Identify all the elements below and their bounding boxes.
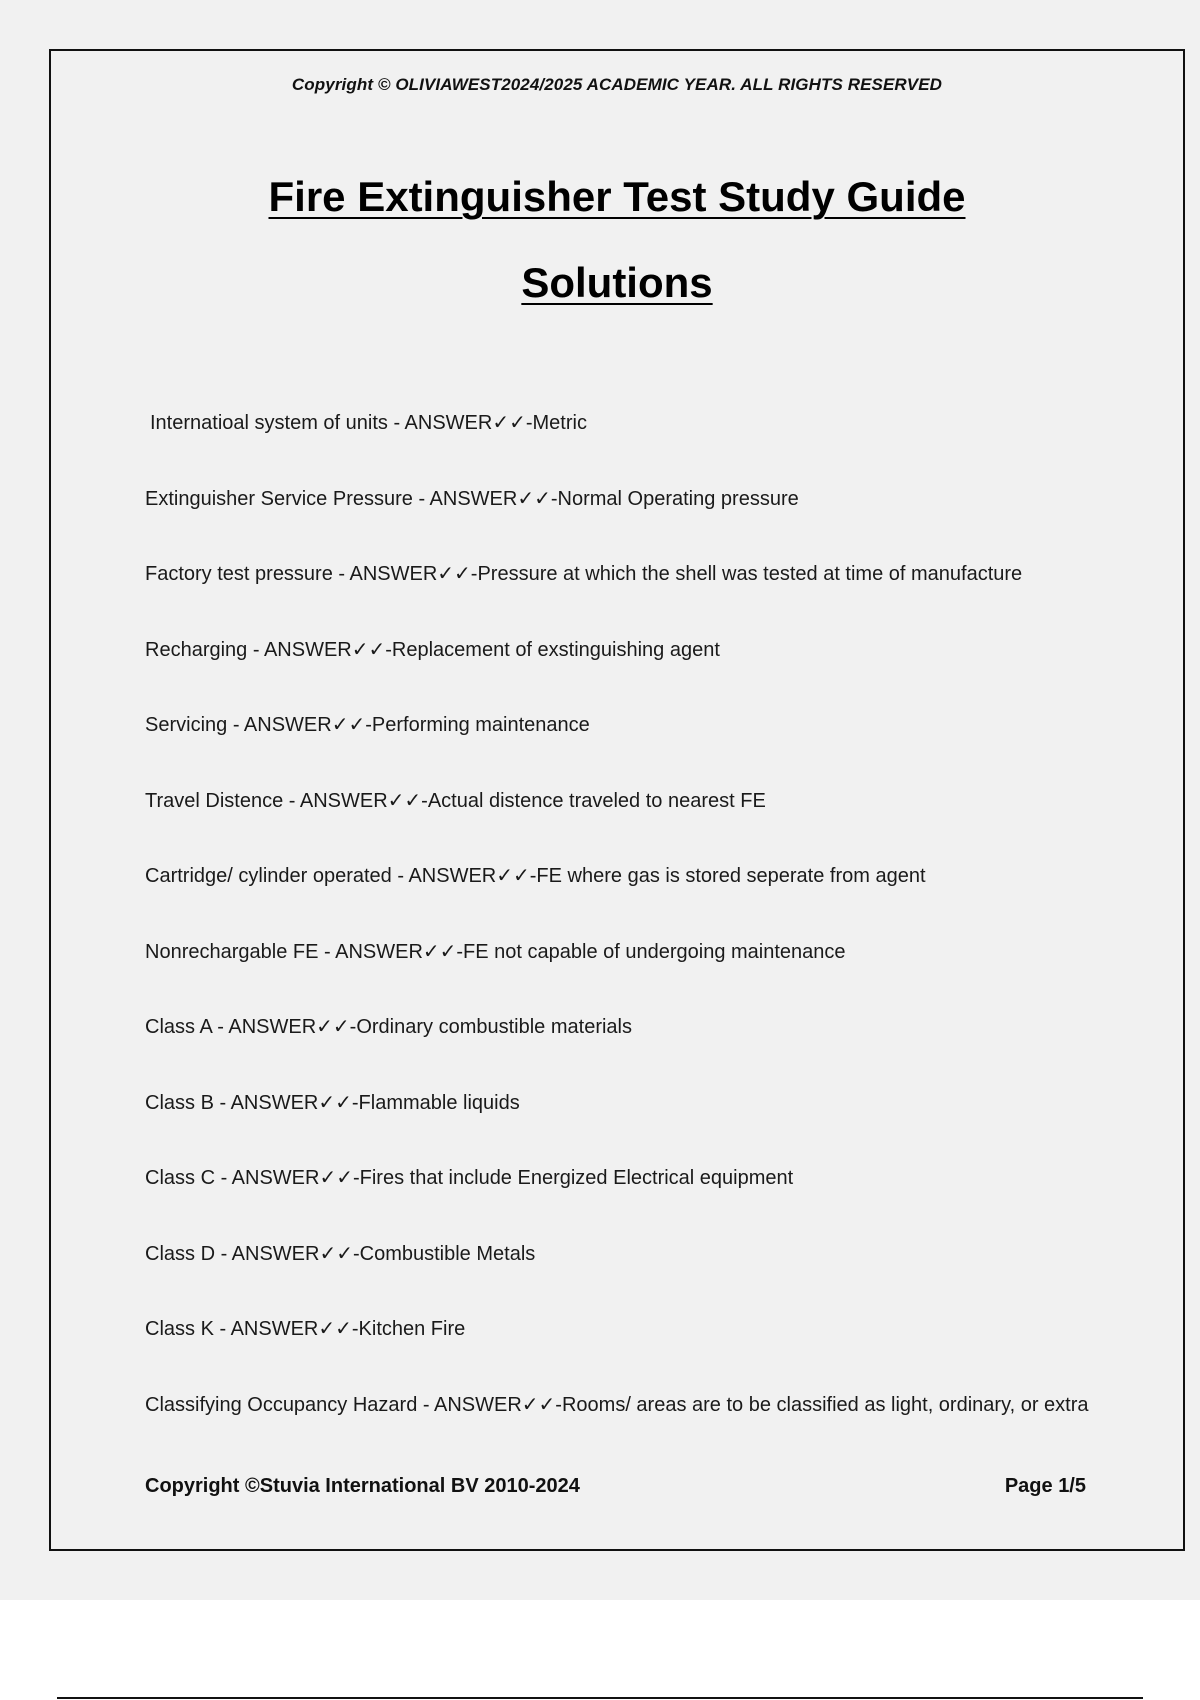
qa-item: Class A - ANSWER✓✓-Ordinary combustible materials	[145, 1016, 632, 1038]
page-number: Page 1/5	[1004, 1475, 1086, 1497]
qa-item: Cartridge/ cylinder operated - ANSWER✓✓-FE where gas is stored seperate from agent	[145, 865, 926, 887]
qa-item: Class D - ANSWER✓✓-Combustible Metals	[145, 1242, 536, 1265]
qa-item: Class K - ANSWER✓✓-Kitchen Fire	[145, 1318, 466, 1340]
title-line-2: Solutions	[521, 259, 713, 306]
qa-item: Class B - ANSWER✓✓-Flammable liquids	[145, 1091, 520, 1114]
qa-item: Extinguisher Service Pressure - ANSWER✓✓-Normal Operating pressure	[145, 487, 799, 510]
qa-item: Servicing - ANSWER✓✓-Performing maintenance	[145, 714, 590, 736]
document-page	[49, 49, 1185, 1551]
next-page-divider	[57, 1697, 1143, 1699]
qa-item: Internatioal system of units - ANSWER✓✓-Metric	[150, 412, 587, 434]
footer-copyright: Copyright ©Stuvia International BV 2010-2024	[145, 1475, 580, 1497]
document-subtitle	[51, 259, 1183, 307]
header-copyright: Copyright © OLIVIAWEST2024/2025 ACADEMIC YEAR. ALL RIGHTS RESERVED	[291, 75, 943, 94]
qa-item: Recharging - ANSWER✓✓-Replacement of exstinguishing agent	[145, 638, 720, 661]
document-title	[51, 173, 1183, 221]
qa-item: Class C - ANSWER✓✓-Fires that include Energized Electrical equipment	[145, 1167, 794, 1189]
title-line-1: Fire Extinguisher Test Study Guide	[268, 173, 966, 220]
qa-list	[145, 411, 1145, 1468]
qa-item: Travel Distence - ANSWER✓✓-Actual distence traveled to nearest FE	[145, 789, 766, 812]
qa-item: Nonrechargable FE - ANSWER✓✓-FE not capable of undergoing maintenance	[145, 940, 846, 963]
qa-item: Classifying Occupancy Hazard - ANSWER✓✓-Rooms/ areas are to be classified as light, ordinary, or extra	[145, 1393, 1089, 1416]
qa-item: Factory test pressure - ANSWER✓✓-Pressure at which the shell was tested at time of manufacture	[145, 563, 1023, 585]
